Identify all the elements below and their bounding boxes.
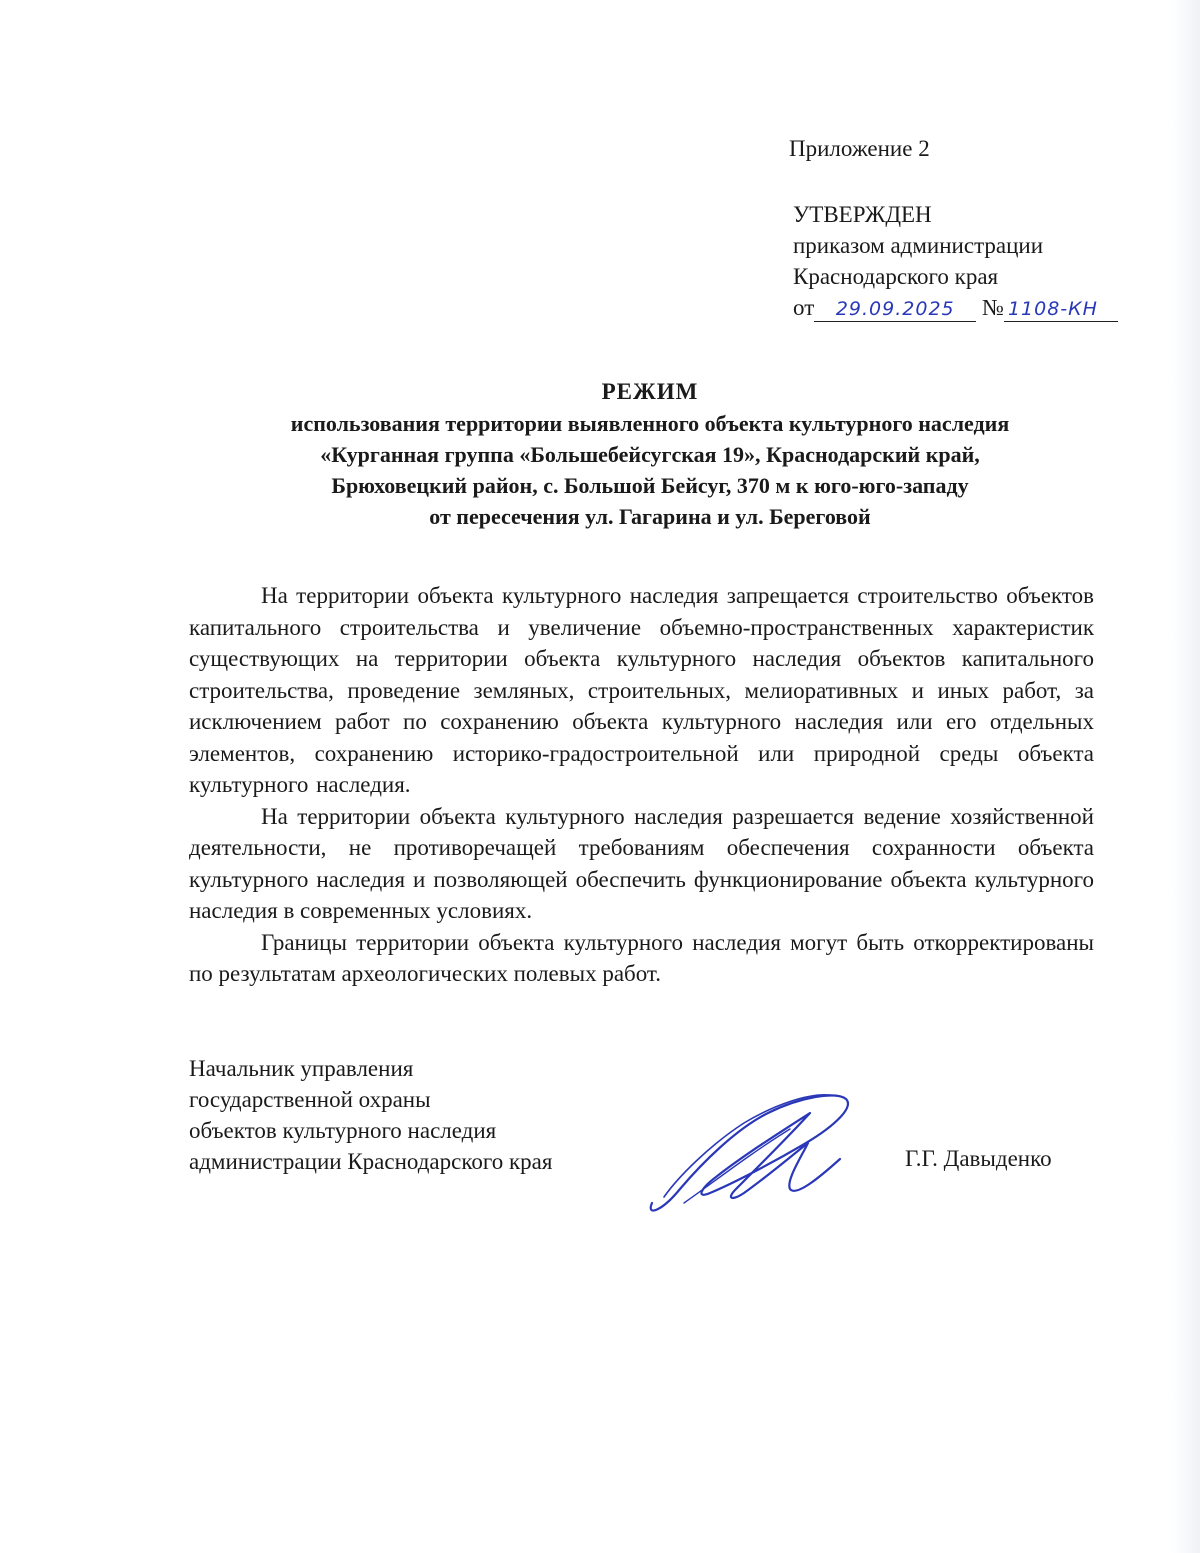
signer-position-line-4: администрации Краснодарского края [189, 1149, 553, 1174]
signer-position [189, 1053, 552, 1177]
title-line-3: Брюховецкий район, с. Большой Бейсуг, 370 м к юго-юго-западу [331, 473, 969, 498]
scan-edge-shadow [1172, 0, 1200, 1553]
signer-position-line-2: государственной охраны [189, 1087, 431, 1112]
date-prefix: от [793, 295, 815, 320]
handwritten-signature [640, 1085, 870, 1225]
number-prefix: № [982, 295, 1004, 320]
paragraph-boundaries: Границы территории объекта культурного наследия могут быть откорректированы по результатам археологических полевых работ. [189, 929, 1094, 986]
signature-icon [640, 1085, 870, 1225]
approval-status: УТВЕРЖДЕН [793, 202, 932, 227]
approval-line-2: Краснодарского края [793, 264, 999, 289]
signer-name: Г.Г. Давыденко [905, 1146, 1052, 1171]
approval-line-1: приказом администрации [793, 233, 1044, 258]
document-body [189, 580, 1094, 990]
appendix-label: Приложение 2 [789, 136, 930, 161]
paragraph-permissions: На территории объекта культурного наследия разрешается ведение хозяйственной деятельности, не противоречащей требованиям обеспечения сохранности объекта культурного наследия и позволяющей обеспечить функционирование объекта культурного наследия в современных условиях. [189, 803, 1094, 923]
approval-block [793, 199, 1118, 323]
handwritten-date: 29.09.2025 [814, 297, 976, 322]
title-line-4: от пересечения ул. Гагарина и ул. Береговой [429, 504, 871, 529]
signer-position-line-3: объектов культурного наследия [189, 1118, 497, 1143]
title-line-1: использования территории выявленного объекта культурного наследия [290, 411, 1010, 436]
signer-position-line-1: Начальник управления [189, 1056, 414, 1081]
approval-date-number-line [793, 292, 1118, 323]
paragraph-prohibitions: На территории объекта культурного наследия запрещается строительство объектов капитального строительства и увеличение объемно-пространственных характеристик существующих на территории объекта культурного наследия объектов капитального строительства, проведение земляных, строительных, мелиоративных и иных работ, за исключением работ по сохранению объекта культурного наследия или его отдельных элементов, сохранению историко-градостроительной или природной среды объекта культурного наследия. [189, 583, 1094, 797]
document-title [150, 376, 1150, 532]
title-line-2: «Курганная группа «Большебейсугская 19», Краснодарский край, [320, 442, 980, 467]
handwritten-order-number: 1108-КН [1004, 297, 1118, 322]
title-heading: РЕЖИМ [601, 379, 699, 404]
